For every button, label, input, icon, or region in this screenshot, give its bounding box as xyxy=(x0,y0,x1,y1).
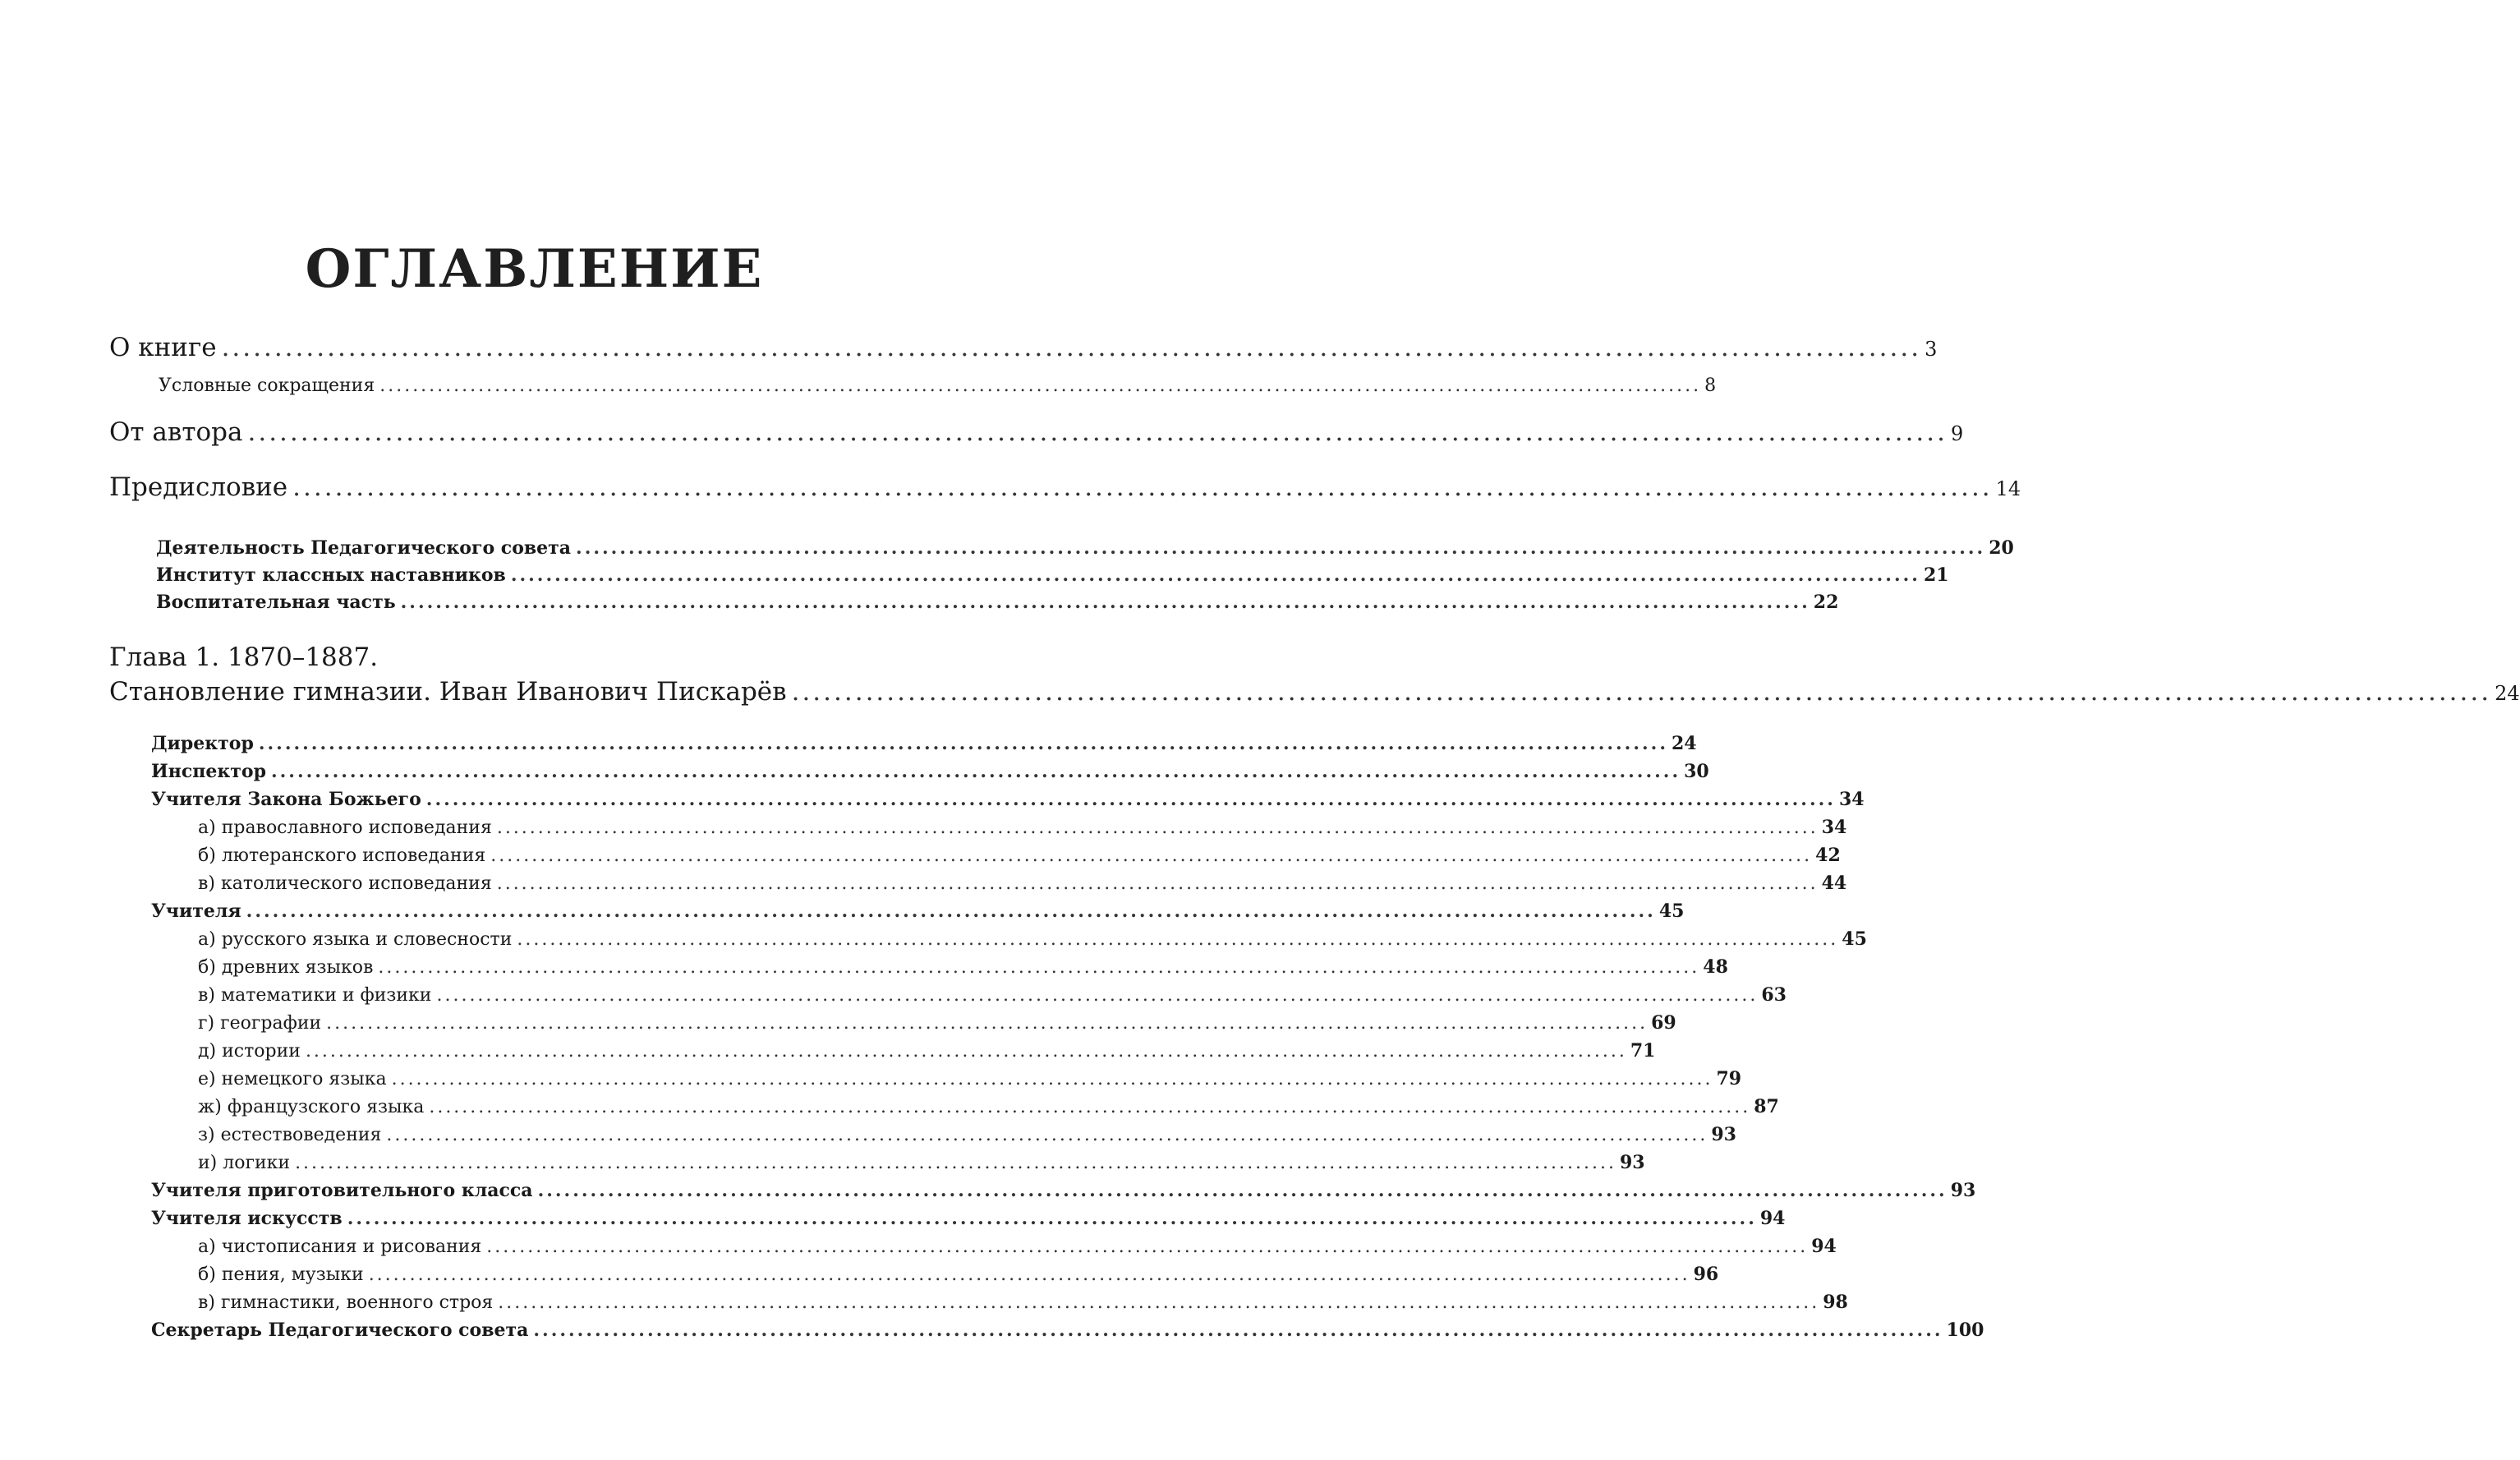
toc-entry-label: Условные сокращения xyxy=(159,375,375,396)
toc-entry-label: Директор xyxy=(151,733,254,754)
toc-entry-page: 20 xyxy=(1989,537,2014,559)
leader-dots: ................................................................................................................................................................. xyxy=(247,417,1947,447)
toc-entry-label: Учителя приготовительного класса xyxy=(151,1180,533,1201)
toc-entry-label: ж) французского языка xyxy=(198,1097,425,1117)
toc-entry-page: 79 xyxy=(1716,1068,1742,1089)
leader-dots: ................................................................................................................................................................. xyxy=(368,1264,1690,1285)
toc-entry-page: 9 xyxy=(1951,422,1964,445)
leader-dots: ................................................................................................................................................................. xyxy=(486,1237,1809,1257)
leader-dots: ................................................................................................................................................................. xyxy=(347,1208,1757,1229)
toc-entry-page: 24 xyxy=(2495,682,2520,705)
leader-dots: ................................................................................................................................................................. xyxy=(533,1320,1943,1341)
toc-entry-label: е) немецкого языка xyxy=(198,1069,387,1089)
toc-entry-page: 96 xyxy=(1693,1264,1719,1285)
toc-entry-page: 8 xyxy=(1704,375,1717,396)
toc-entry-page: 45 xyxy=(1842,928,1867,950)
toc-entry-label: з) естествоведения xyxy=(198,1125,382,1145)
toc-entry-label: Становление гимназии. Иван Иванович Пискарёв xyxy=(109,677,787,707)
toc-entry-chapter-1[interactable] xyxy=(0,677,2520,710)
leader-dots: ................................................................................................................................................................. xyxy=(498,1292,1820,1313)
toc-entry-label: Деятельность Педагогического совета xyxy=(156,537,572,559)
toc-entry-label: а) чистописания и рисования xyxy=(198,1237,482,1257)
toc-entry-council-secretary[interactable] xyxy=(0,1320,1984,1352)
toc-entry-label: Учителя искусств xyxy=(151,1208,343,1229)
leader-dots: ................................................................................................................................................................. xyxy=(295,1153,1616,1173)
toc-entry-abbreviations[interactable] xyxy=(0,375,1717,408)
leader-dots: ................................................................................................................................................................. xyxy=(537,1180,1947,1201)
toc-entry-page: 69 xyxy=(1651,1012,1676,1034)
toc-entry-page: 24 xyxy=(1671,733,1697,754)
toc-entry-label: б) лютеранского исповедания xyxy=(198,845,486,866)
toc-entry-page: 34 xyxy=(1838,789,1865,810)
leader-dots: ................................................................................................................................................................. xyxy=(425,789,1836,810)
toc-entry-label: в) математики и физики xyxy=(198,985,432,1006)
page-title: ОГЛАВЛЕНИЕ xyxy=(305,238,764,300)
toc-entry-label: а) православного исповедания xyxy=(198,818,492,838)
leader-dots: ................................................................................................................................................................. xyxy=(496,818,1819,838)
leader-dots: ................................................................................................................................................................. xyxy=(326,1013,1649,1034)
toc-entry-label: Воспитательная часть xyxy=(156,592,396,613)
toc-entry-label: О книге xyxy=(109,333,217,362)
leader-dots: ................................................................................................................................................................. xyxy=(791,677,2492,707)
toc-entry-page: 30 xyxy=(1684,761,1709,782)
leader-dots: ................................................................................................................................................................. xyxy=(246,900,1656,922)
toc-entry-label: Секретарь Педагогического совета xyxy=(151,1320,529,1341)
toc-entry-page: 45 xyxy=(1658,900,1685,922)
leader-dots: ................................................................................................................................................................. xyxy=(576,537,1986,559)
toc-entry-label: б) древних языков xyxy=(198,957,374,978)
toc-entry-page: 48 xyxy=(1703,956,1728,978)
toc-entry-page: 94 xyxy=(1811,1236,1837,1257)
leader-dots: ................................................................................................................................................................. xyxy=(221,333,1922,362)
toc-entry-page: 71 xyxy=(1630,1040,1656,1062)
toc-entry-label: в) католического исповедания xyxy=(198,873,492,894)
toc-entry-page: 87 xyxy=(1754,1096,1779,1117)
leader-dots: ................................................................................................................................................................. xyxy=(510,564,1920,586)
toc-entry-page: 3 xyxy=(1924,338,1938,361)
toc-entry-label: г) географии xyxy=(198,1013,322,1034)
toc-entry-page: 93 xyxy=(1711,1124,1736,1145)
toc-entry-page: 21 xyxy=(1923,564,1949,586)
leader-dots: ................................................................................................................................................................. xyxy=(292,472,1993,502)
toc-entry-label: в) гимнастики, военного строя xyxy=(198,1292,494,1313)
toc-entry-label: д) истории xyxy=(198,1041,301,1062)
toc-entry-page: 34 xyxy=(1821,817,1847,838)
leader-dots: ................................................................................................................................................................. xyxy=(391,1069,1713,1089)
toc-entry-page: 93 xyxy=(1950,1180,1976,1201)
toc-entry-label: и) логики xyxy=(198,1153,291,1173)
toc-entry-page: 44 xyxy=(1821,873,1847,894)
toc-entry-from-author[interactable] xyxy=(0,417,1964,450)
toc-entry-educational-part[interactable] xyxy=(0,592,1839,624)
toc-entry-page: 22 xyxy=(1813,592,1839,613)
toc-entry-label: От автора xyxy=(109,417,243,447)
leader-dots: ................................................................................................................................................................. xyxy=(258,733,1668,754)
toc-entry-label: Учителя xyxy=(151,900,241,922)
toc-entry-label: б) пения, музыки xyxy=(198,1264,364,1285)
leader-dots: ................................................................................................................................................................. xyxy=(436,985,1759,1006)
toc-entry-about-book[interactable] xyxy=(0,333,1938,366)
toc-entry-label: а) русского языка и словесности xyxy=(198,929,513,950)
toc-entry-label: Инспектор xyxy=(151,761,266,782)
leader-dots: ................................................................................................................................................................. xyxy=(379,375,1702,396)
toc-entry-page: 14 xyxy=(1995,477,2021,500)
chapter-heading: Глава 1. 1870–1887. xyxy=(109,642,379,672)
leader-dots: ................................................................................................................................................................. xyxy=(270,761,1681,782)
toc-entry-label: Учителя Закона Божьего xyxy=(151,789,421,810)
toc-entry-page: 94 xyxy=(1759,1208,1786,1229)
leader-dots: ................................................................................................................................................................. xyxy=(386,1125,1708,1145)
toc-entry-page: 100 xyxy=(1946,1320,1984,1341)
toc-entry-preface[interactable] xyxy=(0,472,2021,505)
leader-dots: ................................................................................................................................................................. xyxy=(378,957,1700,978)
toc-entry-page: 93 xyxy=(1619,1152,1645,1173)
toc-entry-page: 63 xyxy=(1761,984,1787,1006)
leader-dots: ................................................................................................................................................................. xyxy=(400,592,1810,613)
leader-dots: ................................................................................................................................................................. xyxy=(517,929,1839,950)
toc-entry-page: 42 xyxy=(1815,845,1841,866)
leader-dots: ................................................................................................................................................................. xyxy=(496,873,1819,894)
leader-dots: ................................................................................................................................................................. xyxy=(429,1097,1751,1117)
toc-entry-label: Предисловие xyxy=(109,472,288,502)
leader-dots: ................................................................................................................................................................. xyxy=(305,1041,1627,1062)
toc-entry-page: 98 xyxy=(1823,1292,1848,1313)
toc-entry-label: Институт классных наставников xyxy=(156,564,506,586)
leader-dots: ................................................................................................................................................................. xyxy=(490,845,1813,866)
